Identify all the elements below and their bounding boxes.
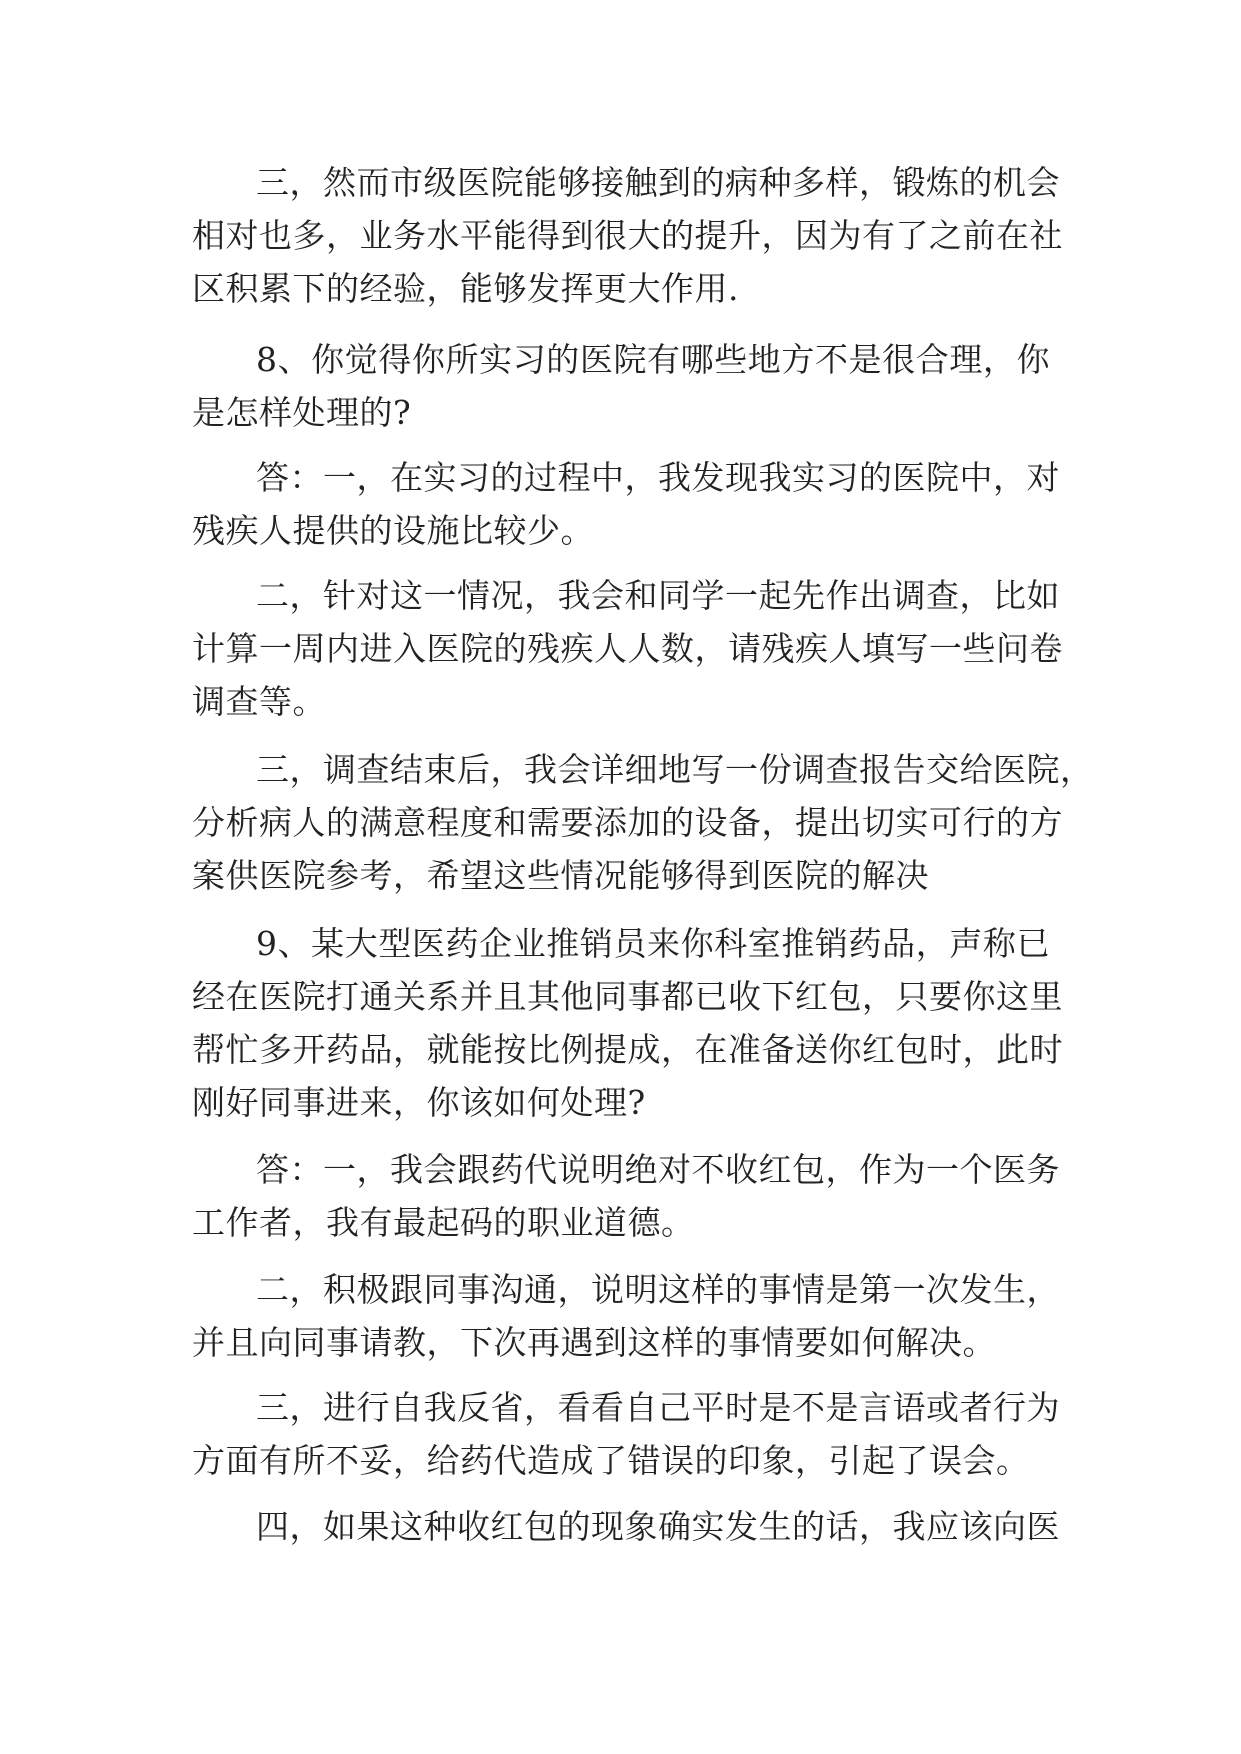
text-line: 工作者，我有最起码的职业道德。 xyxy=(192,1203,695,1242)
text-line: 三，然而市级医院能够接触到的病种多样，锻炼的机会 xyxy=(256,163,1060,202)
text-line: 刚好同事进来，你该如何处理? xyxy=(192,1083,646,1122)
text-line: 9、某大型医药企业推销员来你科室推销药品，声称已 xyxy=(256,924,1050,963)
text-line: 四，如果这种收红包的现象确实发生的话，我应该向医 xyxy=(256,1507,1060,1546)
text-line: 区积累下的经验，能够发挥更大作用. xyxy=(192,269,739,308)
text-line: 并且向同事请教，下次再遇到这样的事情要如何解决。 xyxy=(192,1323,996,1362)
text-line: 调查等。 xyxy=(192,682,326,721)
text-line: 二，积极跟同事沟通，说明这样的事情是第一次发生， xyxy=(256,1270,1060,1309)
text-line: 三，调查结束后，我会详细地写一份调查报告交给医院， xyxy=(256,750,1094,789)
text-line: 方面有所不妥，给药代造成了错误的印象，引起了误会。 xyxy=(192,1441,1030,1480)
text-line: 案供医院参考，希望这些情况能够得到医院的解决 xyxy=(192,856,929,895)
text-line: 三，进行自我反省，看看自己平时是不是言语或者行为 xyxy=(256,1388,1060,1427)
text-line: 答：一，在实习的过程中，我发现我实习的医院中，对 xyxy=(256,458,1060,497)
text-line: 经在医院打通关系并且其他同事都已收下红包，只要你这里 xyxy=(192,977,1063,1016)
text-line: 帮忙多开药品，就能按比例提成，在准备送你红包时，此时 xyxy=(192,1030,1063,1069)
text-line: 计算一周内进入医院的残疾人人数，请残疾人填写一些问卷 xyxy=(192,629,1063,668)
text-line: 残疾人提供的设施比较少。 xyxy=(192,511,594,550)
text-line: 是怎样处理的? xyxy=(192,393,412,432)
text-line: 分析病人的满意程度和需要添加的设备，提出切实可行的方 xyxy=(192,803,1063,842)
text-line: 8、你觉得你所实习的医院有哪些地方不是很合理，你 xyxy=(256,340,1050,379)
text-line: 答：一，我会跟药代说明绝对不收红包，作为一个医务 xyxy=(256,1150,1060,1189)
text-line: 相对也多，业务水平能得到很大的提升，因为有了之前在社 xyxy=(192,216,1063,255)
text-line: 二，针对这一情况，我会和同学一起先作出调查，比如 xyxy=(256,576,1060,615)
